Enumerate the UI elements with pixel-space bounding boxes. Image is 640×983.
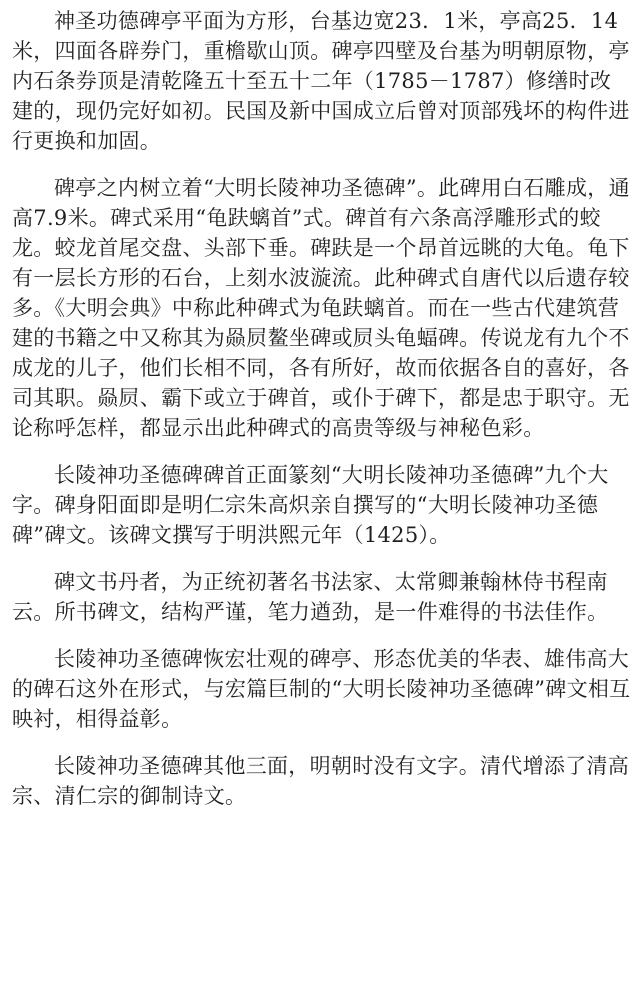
paragraph-inscription: 长陵神功圣德碑碑首正面篆刻“大明长陵神功圣德碑”九个大字。碑身阳面即是明仁宗朱高炽亲自撰写的“大明长陵神功圣德碑”碑文。该碑文撰写于明洪熙元年（1425）。 — [12, 463, 609, 547]
paragraph-stele-form: 碑亭之内树立着“大明长陵神功圣德碑”。此碑用白石雕成，通高7.9米。碑式采用“龟趺螭首”式。碑首有六条高浮雕形式的蛟龙。蛟龙首尾交盘、头部下垂。碑趺是一个昂首远眺的大龟。龟下有一层长方形的石台，上刻水波漩流。此种碑式自唐代以后遗存较多。《大明会典》中称此种碑式为龟趺螭首。而在一些古代建筑营建的书籍之中又称其为赑屃鳌坐碑或屃头龟蝠碑。传说龙有九个不成龙的儿子，他们长相不同，各有所好，故而依据各自的喜好，各司其职。赑屃、霸下或立于碑首，或仆于碑下，都是忠于职守。无论称呼怎样，都显示出此种碑式的高贵等级与神秘色彩。 — [12, 176, 630, 440]
article-body — [12, 6, 632, 811]
paragraph-other-faces: 长陵神功圣德碑其他三面，明朝时没有文字。清代增添了清高宗、清仁宗的御制诗文。 — [12, 754, 630, 808]
paragraph-calligrapher: 碑文书丹者，为正统初著名书法家、太常卿兼翰林侍书程南云。所书碑文，结构严谨，笔力遒劲，是一件难得的书法佳作。 — [12, 570, 609, 624]
paragraph-harmony: 长陵神功圣德碑恢宏壮观的碑亭、形态优美的华表、雄伟高大的碑石这外在形式，与宏篇巨制的“大明长陵神功圣德碑”碑文相互映衬，相得益彰。 — [12, 647, 631, 731]
paragraph-pavilion: 神圣功德碑亭平面为方形，台基边宽23．1米，亭高25．14米，四面各辟券门，重檐歇山顶。碑亭四壁及台基为明朝原物，亭内石条券顶是清乾隆五十至五十二年（1785－1787）修缮时改建的，现仍完好如初。民国及新中国成立后曾对顶部残坏的构件进行更换和加固。 — [12, 9, 630, 153]
